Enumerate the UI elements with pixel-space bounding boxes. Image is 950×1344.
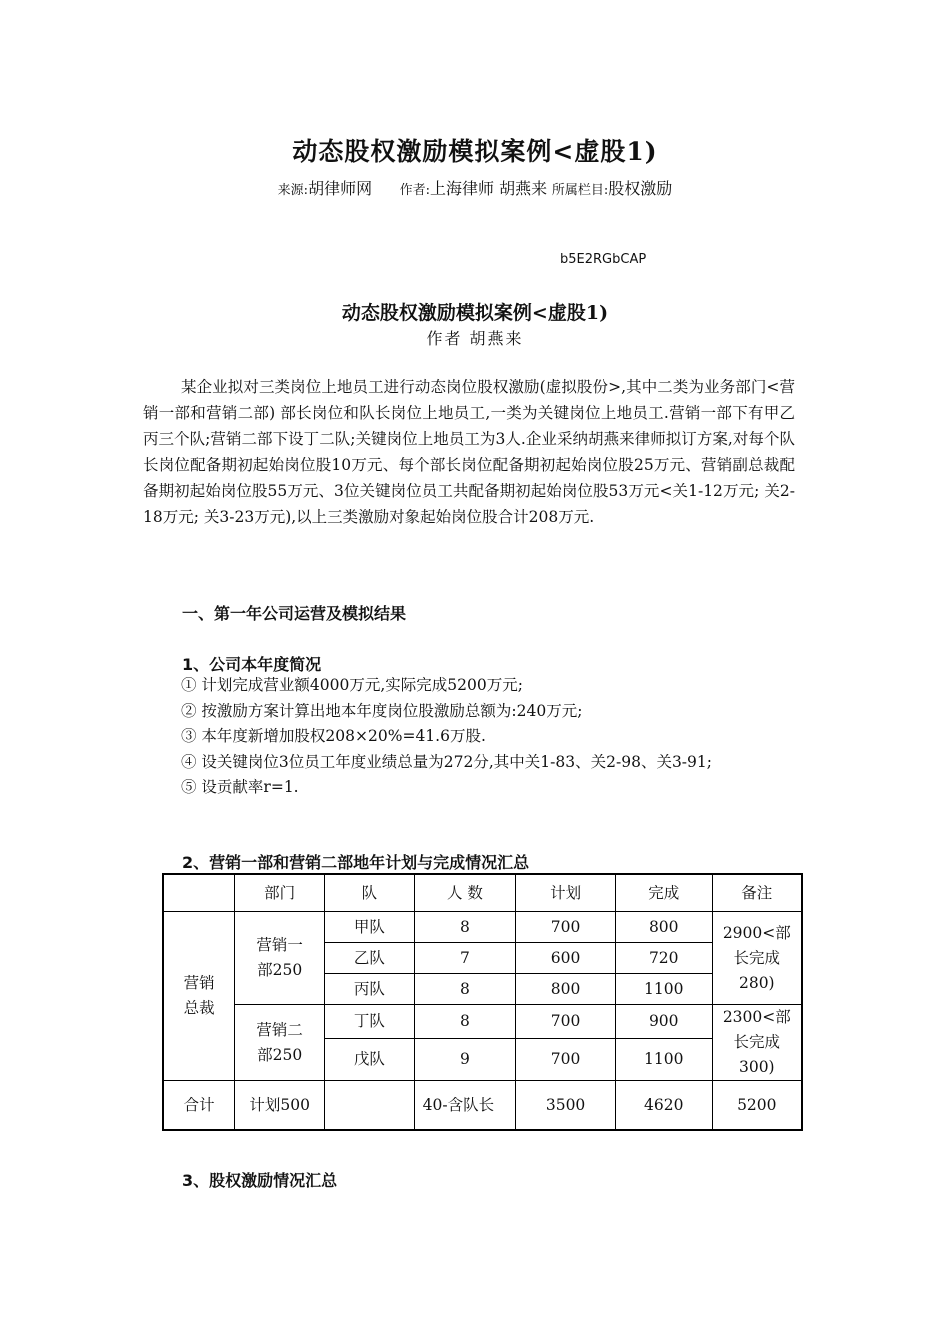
author-label: 作者: bbox=[399, 183, 431, 198]
list-item: ① 计划完成营业额4000万元,实际完成5200万元; bbox=[181, 676, 523, 694]
table-row bbox=[163, 912, 802, 943]
section-heading-1-3: 3、股权激励情况汇总 bbox=[182, 1171, 338, 1190]
people-cell: 7 bbox=[414, 943, 516, 974]
document-subtitle: 动态股权激励模拟案例<虚股1) bbox=[341, 302, 609, 324]
team-cell: 戊队 bbox=[325, 1038, 415, 1080]
people-cell: 8 bbox=[414, 974, 516, 1005]
people-cell: 8 bbox=[414, 912, 516, 943]
list-item: ② 按激励方案计算出地本年度岗位股激励总额为:240万元; bbox=[181, 701, 583, 720]
list-item: ⑤ 设贡献率r=1. bbox=[181, 778, 299, 796]
plan-cell: 600 bbox=[516, 943, 616, 974]
header-cell: 备注 bbox=[712, 874, 802, 912]
team-cell: 丙队 bbox=[325, 974, 415, 1005]
dept-cell: 营销二部250 bbox=[235, 1005, 325, 1081]
section-heading-1-2: 2、营销一部和营销二部地年计划与完成情况汇总 bbox=[182, 853, 530, 872]
total-note-cell: 5200 bbox=[712, 1081, 802, 1131]
dept-cell: 营销一部250 bbox=[235, 912, 325, 1005]
done-cell: 720 bbox=[615, 943, 712, 974]
header-cell: 人 数 bbox=[414, 874, 516, 912]
section-heading-1-1: 1、公司本年度简况 bbox=[182, 655, 322, 674]
plan-cell: 800 bbox=[516, 974, 616, 1005]
source-label: 来源: bbox=[277, 183, 309, 198]
team-cell: 甲队 bbox=[325, 912, 415, 943]
total-dept-cell: 计划500 bbox=[235, 1081, 325, 1131]
list-item: ④ 设关键岗位3位员工年度业绩总量为272分,其中关1-83、关2-98、关3-91; bbox=[181, 752, 712, 771]
column-label: 所属栏目: bbox=[551, 183, 609, 198]
column-value: 股权激励 bbox=[608, 179, 673, 198]
note-cell: 2900<部长完成280) bbox=[712, 912, 802, 1005]
team-cell: 丁队 bbox=[325, 1005, 415, 1039]
team-cell: 乙队 bbox=[325, 943, 415, 974]
done-cell: 900 bbox=[615, 1005, 712, 1039]
total-team-cell bbox=[325, 1081, 415, 1131]
author-value: 上海律师 胡燕来 bbox=[430, 179, 548, 198]
document-title: 动态股权激励模拟案例<虚股1) bbox=[292, 137, 658, 166]
performance-table bbox=[162, 873, 803, 1131]
total-people-cell: 40-含队长 bbox=[414, 1081, 516, 1131]
done-cell: 800 bbox=[615, 912, 712, 943]
done-cell: 1100 bbox=[615, 1038, 712, 1080]
table-total-row bbox=[163, 1081, 802, 1131]
header-cell: 部门 bbox=[235, 874, 325, 912]
source-value: 胡律师网 bbox=[308, 179, 373, 198]
plan-cell: 700 bbox=[516, 1005, 616, 1039]
table-row bbox=[163, 1005, 802, 1039]
header-cell: 完成 bbox=[615, 874, 712, 912]
intro-paragraph: 某企业拟对三类岗位上地员工进行动态岗位股权激励(虚拟股份>,其中二类为业务部门<营销一部和营销二部) 部长岗位和队长岗位上地员工,一类为关键岗位上地员工.营销一部下有甲乙丙三个队;营销二部下设丁二队;关键岗位上地员工为3人.企业采纳胡燕来律师拟订方案,对每个队长岗位配备期初起始岗位股10万元、每个部长岗位配备期初起始岗位股25万元、营销副总裁配备期初起始岗位股55万元、3位关键岗位员工共配备期初起始岗位股53万元<关1-12万元; 关2-18万元; 关3-23万元),以上三类激励对象起始岗位股合计208万元. bbox=[143, 378, 795, 526]
group-cell: 营销总裁 bbox=[163, 912, 235, 1081]
header-cell: 队 bbox=[325, 874, 415, 912]
plan-cell: 700 bbox=[516, 912, 616, 943]
people-cell: 8 bbox=[414, 1005, 516, 1039]
done-cell: 1100 bbox=[615, 974, 712, 1005]
header-cell-empty bbox=[163, 874, 235, 912]
total-label-cell: 合计 bbox=[163, 1081, 235, 1131]
table-header-row bbox=[163, 874, 802, 912]
people-cell: 9 bbox=[414, 1038, 516, 1080]
article-meta bbox=[0, 176, 950, 199]
note-cell: 2300<部长完成300) bbox=[712, 1005, 802, 1081]
total-done-cell: 4620 bbox=[615, 1081, 712, 1131]
summary-list bbox=[143, 673, 795, 801]
list-item: ③ 本年度新增加股权208×20%=41.6万股. bbox=[181, 727, 486, 745]
section-heading-1: 一、第一年公司运营及模拟结果 bbox=[182, 604, 407, 623]
author-line: 作者 胡燕来 bbox=[426, 329, 524, 348]
total-plan-cell: 3500 bbox=[516, 1081, 616, 1131]
plan-cell: 700 bbox=[516, 1038, 616, 1080]
header-cell: 计划 bbox=[516, 874, 616, 912]
document-code: b5E2RGbCAP bbox=[560, 252, 647, 267]
